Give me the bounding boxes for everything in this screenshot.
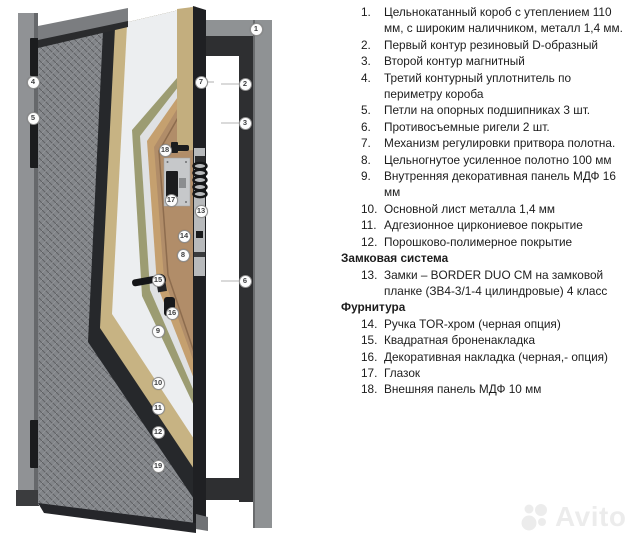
list-item-number: 1. [361, 5, 371, 19]
list-item-number: 12. [361, 234, 378, 249]
callout-6: 6 [239, 275, 252, 288]
callout-layer [0, 0, 300, 540]
list-item-number: 9. [361, 169, 371, 184]
list-item-text: Внутренняя декоративная панель МДФ 16 мм [384, 169, 616, 200]
list-item-text: Замки – BORDER DUO CM на замковой планке (ЗВ4-3/1-4 цилиндровые) 4 класс [384, 267, 608, 298]
list-item-number: 2. [361, 37, 371, 52]
callout-7: 7 [195, 76, 208, 89]
list-item-number: 13. [361, 267, 378, 282]
list-item-11 [341, 217, 623, 233]
list-section-header: Фурнитура [341, 300, 406, 315]
list-item-number: 8. [361, 152, 371, 167]
list-item-number: 10. [361, 201, 378, 216]
list-item-text: Второй контур магнитный [384, 54, 525, 69]
list-item-text: Глазок [384, 365, 421, 380]
list-item-7 [341, 135, 623, 151]
list-item-13 [341, 267, 623, 300]
callout-19: 19 [152, 460, 165, 473]
callout-9: 9 [152, 325, 165, 338]
list-item-text: Цельногнутое усиленное полотно 100 мм [384, 152, 612, 167]
callout-3: 3 [239, 117, 252, 130]
list-section-header: Замковая система [341, 251, 449, 266]
list-item-text: Основной лист металла 1,4 мм [384, 201, 556, 216]
callout-4: 4 [27, 76, 40, 89]
list-item-17 [341, 365, 623, 381]
list-item-9 [341, 168, 623, 201]
list-item-5 [341, 102, 623, 118]
list-item-text: Порошково-полимерное покрытие [384, 234, 573, 249]
list-item-number: 3. [361, 54, 371, 69]
callout-16: 16 [166, 307, 179, 320]
list-item-number: 5. [361, 103, 371, 118]
list-item-number: 11. [361, 218, 377, 233]
list-item-text: Третий контурный уплотнитель по периметру короба [384, 70, 572, 102]
avito-logo-icon [520, 501, 552, 533]
callout-1: 1 [250, 23, 263, 36]
callout-11: 11 [152, 402, 165, 415]
list-item-text: Квадратная броненакладка [384, 333, 536, 348]
list-item-text: Первый контур резиновый D-образный [384, 37, 599, 52]
callout-14: 14 [178, 230, 191, 243]
callout-5: 5 [27, 112, 40, 125]
list-item-3 [341, 53, 623, 69]
list-item-text: Декоративная накладка (черная,- опция) [384, 349, 608, 364]
watermark-text: Avito [555, 501, 627, 532]
callout-10: 10 [152, 377, 165, 390]
list-item-4 [341, 70, 623, 103]
list-item-12 [341, 234, 623, 250]
list-item-text: Противосъемные ригели 2 шт. [384, 119, 550, 134]
list-item-18 [341, 381, 623, 397]
parts-list [341, 4, 623, 398]
avito-watermark [520, 498, 626, 536]
list-item-text: Внешняя панель МДФ 10 мм [384, 382, 542, 397]
callout-2: 2 [239, 78, 252, 91]
list-item-text: Механизм регулировки притвора полотна. [384, 136, 616, 151]
callout-18: 18 [159, 144, 172, 157]
list-item-number: 15. [361, 333, 378, 348]
door-cutaway-illustration [0, 0, 300, 540]
list-item-text: Адгезионное циркониевое покрытие [384, 218, 583, 233]
list-item-text: Цельнокатанный короб с утеплением 110 мм, с широким наличником, металл 1,4 мм. [384, 5, 623, 36]
list-item-text: Петли на опорных подшипниках 3 шт. [384, 103, 591, 118]
list-item-14 [341, 316, 623, 332]
list-item-15 [341, 332, 623, 348]
callout-17: 17 [165, 194, 178, 207]
list-item-number: 7. [361, 136, 371, 151]
list-item-1 [341, 4, 623, 37]
callout-8: 8 [177, 249, 190, 262]
list-item-number: 16. [361, 349, 378, 364]
callout-12: 12 [152, 426, 165, 439]
list-item-8 [341, 152, 623, 168]
list-item-number: 18. [361, 382, 378, 397]
list-item-text: Ручка TOR-хром (черная опция) [384, 316, 561, 331]
callout-15: 15 [152, 274, 165, 287]
list-item-number: 6. [361, 119, 371, 134]
list-item-number: 17. [361, 365, 378, 380]
list-item-6 [341, 119, 623, 135]
callout-13: 13 [195, 205, 208, 218]
list-item-10 [341, 201, 623, 217]
list-item-16 [341, 349, 623, 365]
list-item-2 [341, 37, 623, 53]
list-item-number: 14. [361, 316, 378, 331]
list-item-number: 4. [361, 70, 371, 85]
